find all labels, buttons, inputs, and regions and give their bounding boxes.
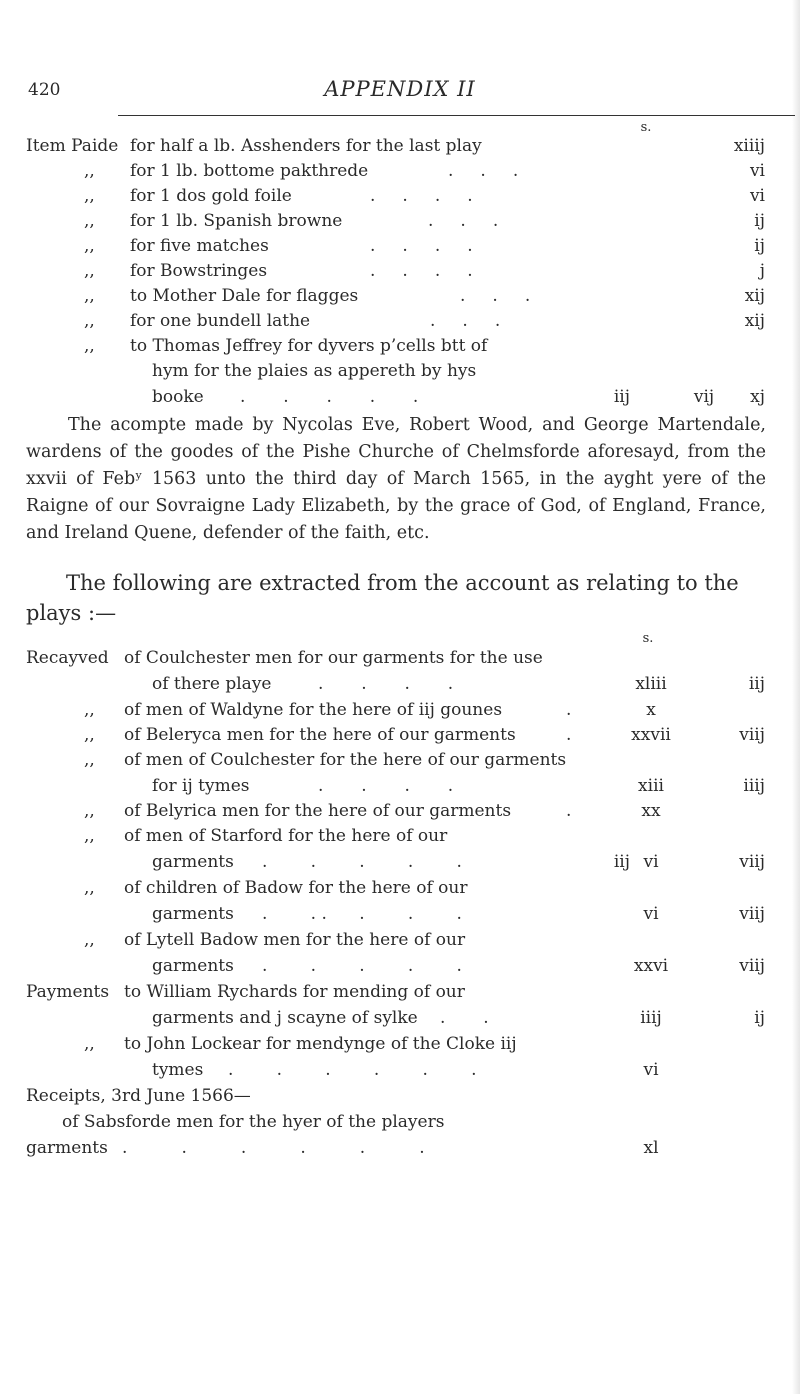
entry-text-cont: tymes (152, 1060, 204, 1080)
entry-amount-d: ij (754, 1008, 765, 1028)
entry-amount-l: iij (613, 387, 630, 407)
entry-amount-d: viij (739, 725, 765, 745)
entry-amount-s: x (646, 700, 656, 720)
entry-prefix: Payments (26, 982, 110, 1002)
leader-dots: . . . . (370, 236, 473, 256)
entry-amount-s: vi (749, 186, 765, 206)
ditto-mark: ,, (84, 261, 95, 281)
entry-amount-s: xiii (638, 776, 664, 796)
running-head: APPENDIX II (324, 77, 476, 101)
entry-text: of Sabsforde men for the hyer of the players (62, 1112, 445, 1132)
entry-text: for 1 dos gold foile (130, 186, 292, 206)
entry-amount-s: ij (754, 236, 765, 256)
leader-dots: . . . . . . (262, 904, 462, 924)
entry-amount-s: xliii (635, 674, 667, 694)
entry-prefix: Recayved (26, 648, 109, 668)
leader-dots: . . . . (318, 674, 454, 694)
leader-dots: . . . . . . (122, 1138, 425, 1158)
ditto-mark: ,, (84, 725, 95, 745)
entry-amount-s: xl (643, 1138, 659, 1158)
ditto-mark: ,, (84, 801, 95, 821)
entry-amount-s: vi (749, 161, 765, 181)
entry-amount-d: iij (748, 674, 765, 694)
entry-amount-s: xxvi (633, 956, 669, 976)
leader-dots: . . . . . . (228, 1060, 477, 1080)
entry-text: of men of Starford for the here of our (124, 826, 448, 846)
entry-amount-s: xij (744, 311, 765, 331)
ditto-mark: ,, (84, 878, 95, 898)
ditto-mark: ,, (84, 286, 95, 306)
entry-amount-s: vij (693, 387, 715, 407)
ditto-mark: ,, (84, 700, 95, 720)
entry-amount-d: iiij (743, 776, 765, 796)
entry-text: of Belyrica men for the here of our garments (124, 801, 512, 821)
leader-dots: . (566, 700, 572, 720)
entry-amount-d: viij (739, 852, 765, 872)
entry-text: for half a lb. Asshenders for the last play (130, 136, 482, 156)
entry-text: of Coulchester men for our garments for the use (124, 648, 543, 668)
leader-dots: . . . . (318, 776, 454, 796)
entry-text: for one bundell lathe (130, 311, 311, 331)
ditto-mark: ,, (84, 930, 95, 950)
entry-amount-s: vi (643, 904, 659, 924)
entry-text: for 1 lb. bottome pakthrede (130, 161, 369, 181)
entry-amount-d: viij (739, 956, 765, 976)
entry-amount-s: ij (754, 211, 765, 231)
entry-amount-s: xiiij (733, 136, 765, 156)
entry-text: of men of Coulchester for the here of our garments (124, 750, 567, 770)
entry-amount-s: iiij (640, 1008, 662, 1028)
leader-dots: . . . . . (262, 852, 462, 872)
intro-heading: The following are extracted from the account as relating to the plays :— (26, 571, 739, 625)
ditto-mark: ,, (84, 211, 95, 231)
entry-text-cont: garments (26, 1138, 108, 1158)
leader-dots: . . . . . (240, 387, 419, 407)
entry-text: of Beleryca men for the here of our garments (124, 725, 516, 745)
ditto-mark: ,, (84, 826, 95, 846)
entry-text-cont: of there playe (152, 674, 272, 694)
leader-dots: . . . (460, 286, 531, 306)
entry-amount-s: xij (744, 286, 765, 306)
entry-text-cont: garments (152, 956, 234, 976)
entry-text: for 1 lb. Spanish browne (130, 211, 343, 231)
header-rule (118, 115, 795, 116)
entry-amount-s: xxvii (631, 725, 671, 745)
leader-dots: . . . (430, 311, 501, 331)
entry-text-cont: garments and j scayne of sylke (152, 1008, 418, 1028)
leader-dots: . . (440, 1008, 489, 1028)
page-number: 420 (28, 80, 61, 100)
leader-dots: . (566, 801, 572, 821)
ditto-mark: ,, (84, 161, 95, 181)
entry-prefix: Item Paide (26, 136, 119, 156)
ditto-mark: ,, (84, 1034, 95, 1054)
entry-text: to William Rychards for mending of our (124, 982, 465, 1002)
leader-dots: . . . . (370, 261, 473, 281)
ditto-mark: ,, (84, 186, 95, 206)
entry-amount-s: vi (643, 1060, 659, 1080)
entry-text: of Lytell Badow men for the here of our (124, 930, 466, 950)
acompte-paragraph: The acompte made by Nycolas Eve, Robert Wood, and George Martendale, wardens of the goodes of the Pishe Churche of Chelmsforde aforesayd, from the xxvii of Febʸ 1563 unto the third day of March 1565, in the ayght yere of the Raigne of our Sovraigne Lady Elizabeth, by the grace of God, of England, France, and Ireland Quene, defender of the faith, etc. (26, 415, 766, 543)
entry-amount-s: xx (641, 801, 661, 821)
ditto-mark: ,, (84, 750, 95, 770)
page-edge-shadow (792, 0, 800, 1394)
entry-amount-s: j (759, 261, 765, 281)
entry-amount-d: xj (750, 387, 765, 407)
leader-dots: . . . (448, 161, 519, 181)
entry-text: of children of Badow for the here of our (124, 878, 468, 898)
entry-text-cont: hym for the plaies as appereth by hys (152, 361, 477, 381)
entry-text-cont: garments (152, 852, 234, 872)
leader-dots: . (566, 725, 572, 745)
ditto-mark: ,, (84, 336, 95, 356)
leader-dots: . . . . . (262, 956, 462, 976)
entry-text: to Mother Dale for flagges (130, 286, 359, 306)
entry-text: to Thomas Jeffrey for dyvers p’cells btt of (130, 336, 488, 356)
col-header-s: s. (642, 631, 654, 646)
entry-amount-s: vi (643, 852, 659, 872)
entry-amount-l: iij (613, 852, 630, 872)
entry-text: of men of Waldyne for the here of iij gounes (124, 700, 503, 720)
entry-text: for Bowstringes (130, 261, 268, 281)
receipts-heading: Receipts, 3rd June 1566— (26, 1086, 251, 1106)
entry-amount-d: viij (739, 904, 765, 924)
ditto-mark: ,, (84, 236, 95, 256)
ditto-mark: ,, (84, 311, 95, 331)
entry-text-cont: garments (152, 904, 234, 924)
leader-dots: . . . (428, 211, 499, 231)
leader-dots: . . . . (370, 186, 473, 206)
entry-text-cont: for ij tymes (152, 776, 250, 796)
col-header-s: s. (640, 120, 652, 135)
entry-text: to John Lockear for mendynge of the Cloke iij (124, 1034, 517, 1054)
entry-text-cont: booke (152, 387, 204, 407)
entry-text: for five matches (130, 236, 269, 256)
